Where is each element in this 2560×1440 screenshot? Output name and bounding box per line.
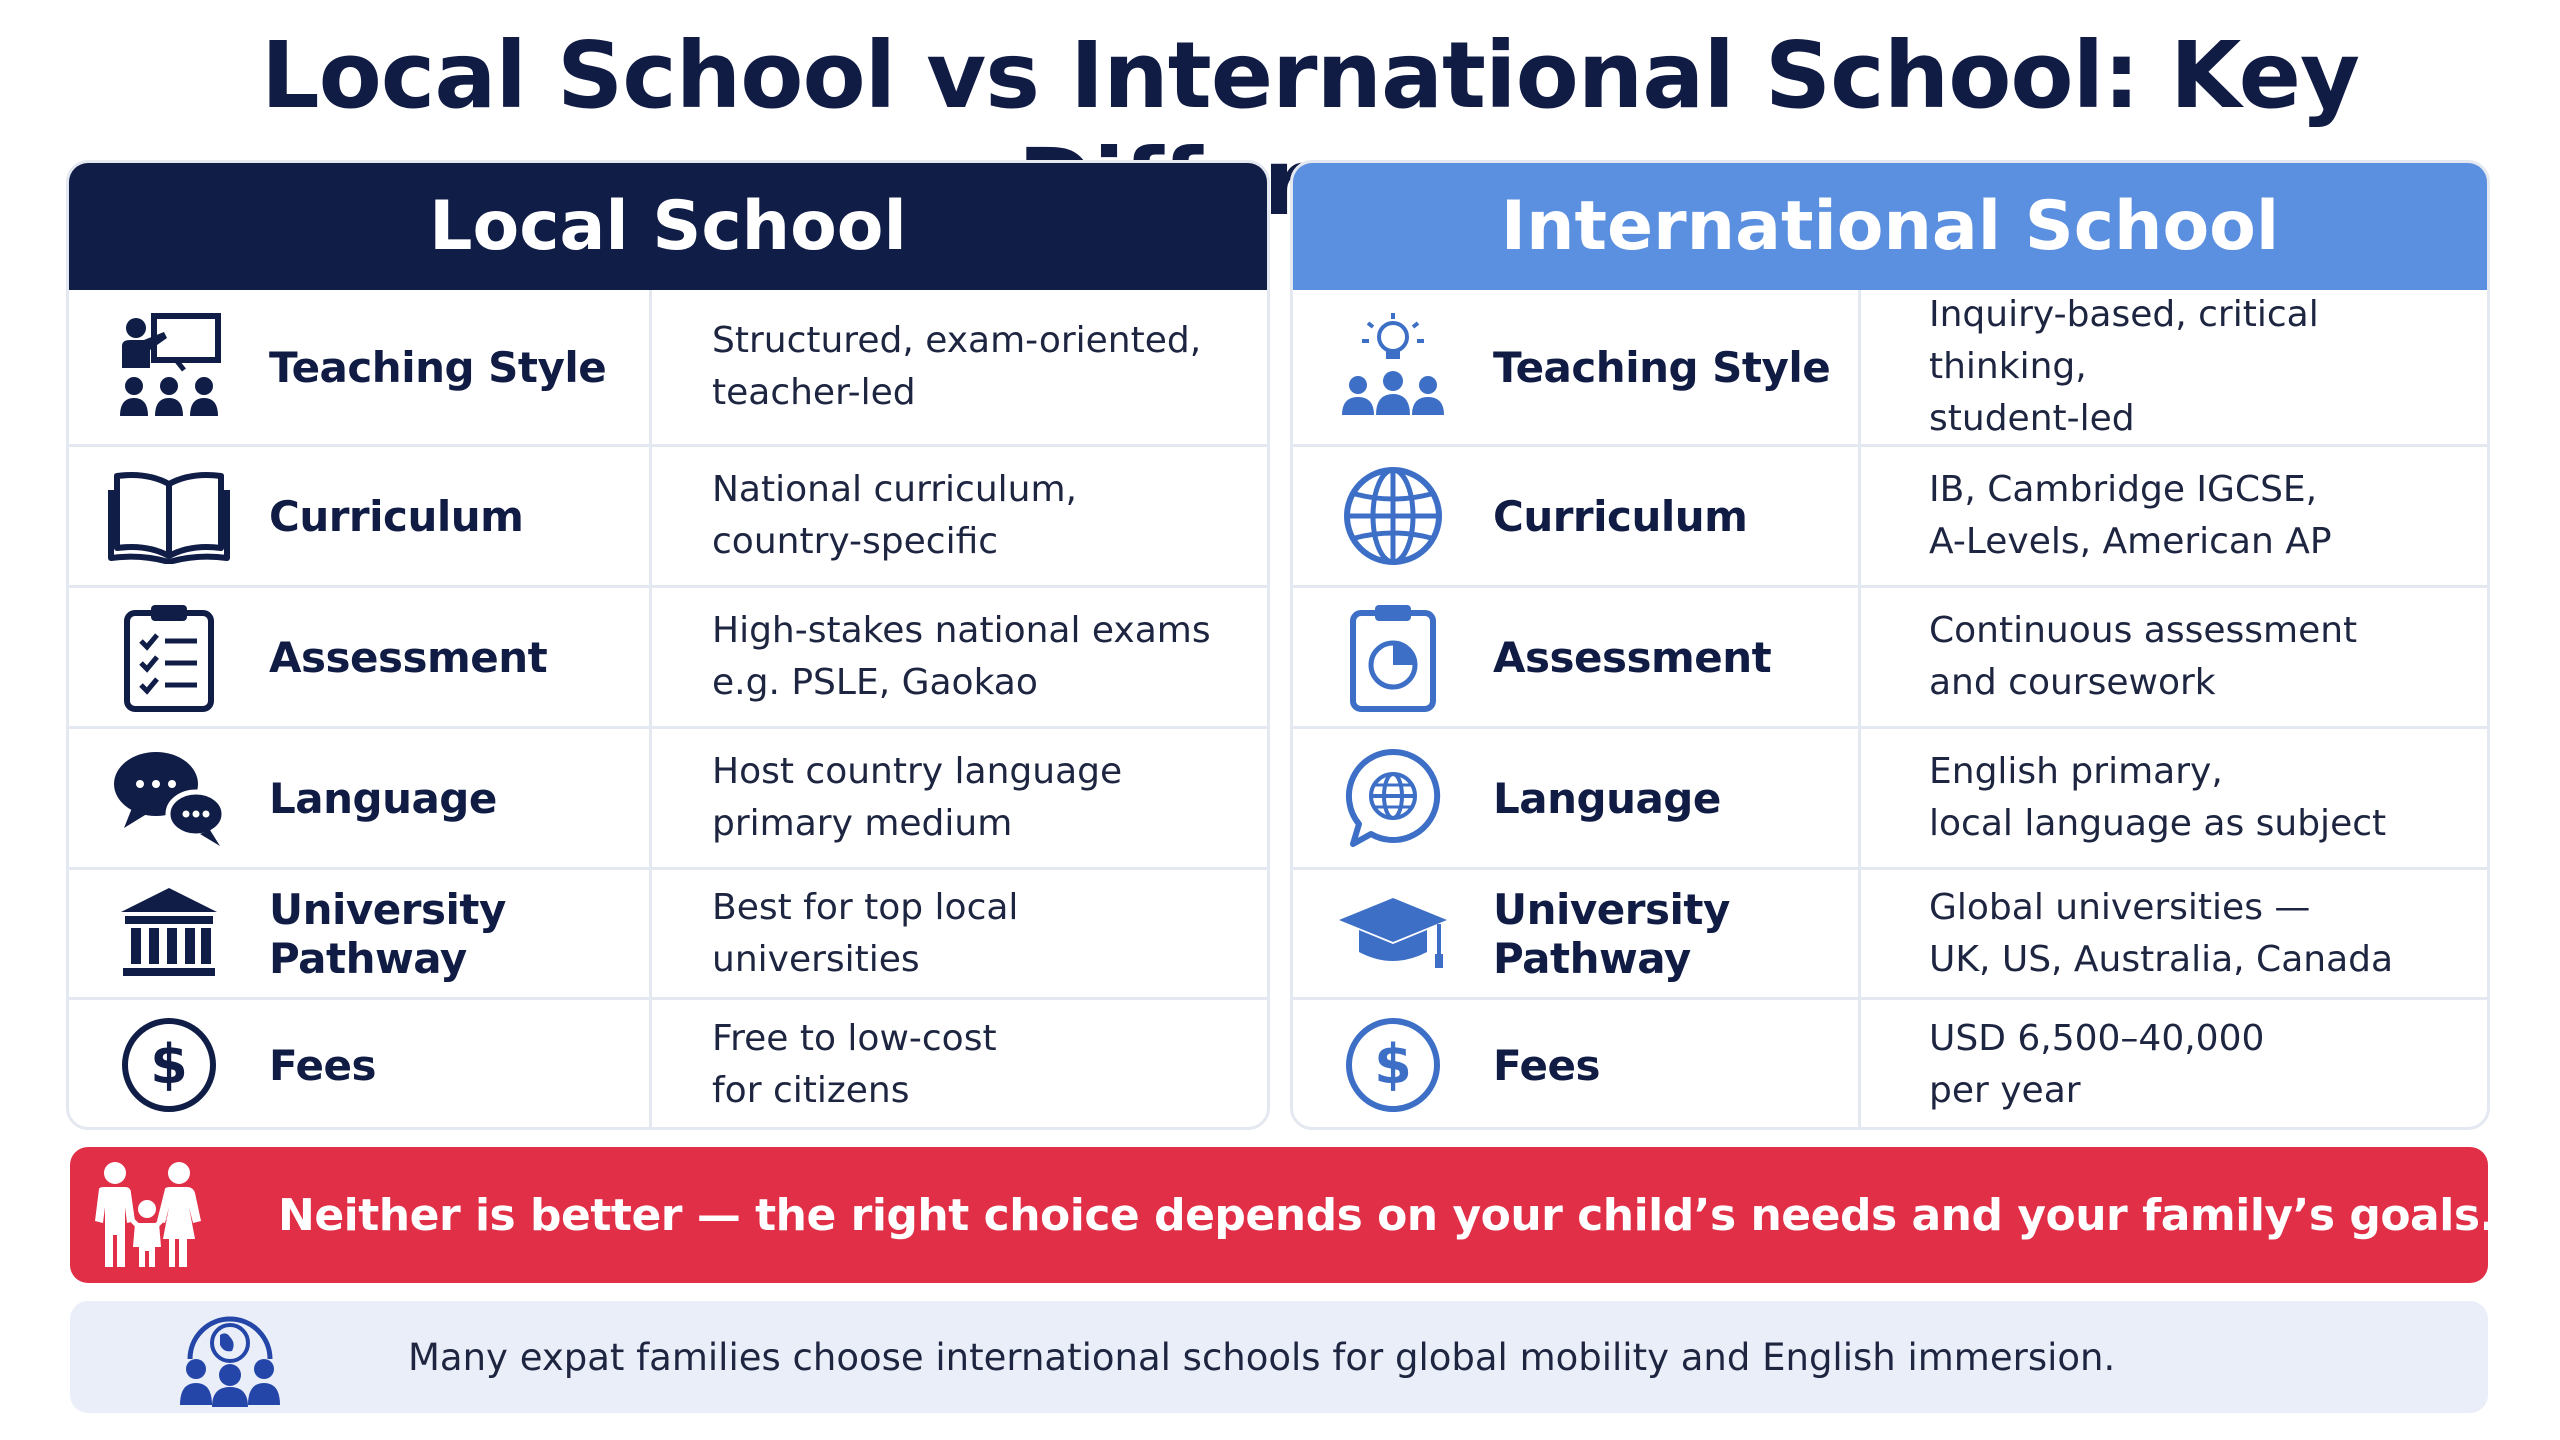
row-description: Continuous assessment and coursework <box>1858 588 2487 726</box>
row-description: Best for top local universities <box>649 870 1267 997</box>
row-label: Language <box>1493 773 1721 823</box>
banner-text: Neither is better — the right choice depends on your child’s needs and your family’s goals. <box>278 1189 2496 1241</box>
row-label: University Pathway <box>269 884 506 983</box>
dollar-coin-icon <box>69 1000 269 1130</box>
expat-note <box>70 1301 2488 1413</box>
row-label: Teaching Style <box>1493 342 1831 392</box>
row-description: English primary, local language as subject <box>1858 729 2487 867</box>
dollar-coin-icon <box>1293 1000 1493 1130</box>
row-description: USD 6,500–40,000 per year <box>1858 1000 2487 1130</box>
conclusion-banner <box>70 1147 2496 1283</box>
chart-clipboard-icon <box>1293 588 1493 726</box>
row-description: IB, Cambridge IGCSE, A-Levels, American AP <box>1858 447 2487 585</box>
row-label: University Pathway <box>1493 884 1730 983</box>
row-label: Curriculum <box>269 491 524 541</box>
intl-row-fees <box>1293 1000 2487 1130</box>
graduation-cap-icon <box>1293 870 1493 997</box>
row-description: Inquiry-based, critical thinking, student-led <box>1858 290 2487 444</box>
globe-icon <box>1293 447 1493 585</box>
svg-text:$: $ <box>150 1033 188 1096</box>
intl-row-curriculum <box>1293 447 2487 588</box>
row-description: Structured, exam-oriented, teacher-led <box>649 290 1267 444</box>
row-label: Assessment <box>1493 632 1772 682</box>
local-row-assessment <box>69 588 1267 729</box>
note-text: Many expat families choose international schools for global mobility and English immersion. <box>408 1335 2116 1379</box>
row-description: Free to low-cost for citizens <box>649 1000 1267 1130</box>
intl-row-language <box>1293 729 2487 870</box>
intl-row-teaching-style <box>1293 290 2487 447</box>
open-book-icon <box>69 447 269 585</box>
checklist-clipboard-icon <box>69 588 269 726</box>
page-title: Local School vs International School: Key <box>260 22 2360 129</box>
row-label: Teaching Style <box>269 342 607 392</box>
international-school-panel <box>1290 160 2490 1130</box>
speech-bubbles-icon <box>69 729 269 867</box>
row-description: National curriculum, country-specific <box>649 447 1267 585</box>
local-school-panel <box>66 160 1270 1130</box>
local-school-header: Local School <box>69 163 1267 290</box>
lightbulb-students-icon <box>1293 290 1493 444</box>
globe-speech-bubble-icon <box>1293 729 1493 867</box>
local-row-teaching-style <box>69 290 1267 447</box>
row-description: Host country language primary medium <box>649 729 1267 867</box>
international-school-header: International School <box>1293 163 2487 290</box>
intl-row-university-pathway <box>1293 870 2487 1000</box>
global-community-icon <box>130 1307 330 1407</box>
intl-row-assessment <box>1293 588 2487 729</box>
row-description: Global universities — UK, US, Australia, Canada <box>1858 870 2487 997</box>
row-label: Curriculum <box>1493 491 1748 541</box>
family-icon <box>85 1159 209 1271</box>
local-row-curriculum <box>69 447 1267 588</box>
local-row-fees <box>69 1000 1267 1130</box>
svg-text:$: $ <box>1374 1033 1412 1096</box>
teacher-classroom-icon <box>69 290 269 444</box>
row-label: Language <box>269 773 497 823</box>
local-row-language <box>69 729 1267 870</box>
row-description: High-stakes national exams e.g. PSLE, Gaokao <box>649 588 1267 726</box>
row-label: Assessment <box>269 632 548 682</box>
university-building-icon <box>69 870 269 997</box>
local-row-university-pathway <box>69 870 1267 1000</box>
row-label: Fees <box>269 1040 376 1090</box>
row-label: Fees <box>1493 1040 1600 1090</box>
